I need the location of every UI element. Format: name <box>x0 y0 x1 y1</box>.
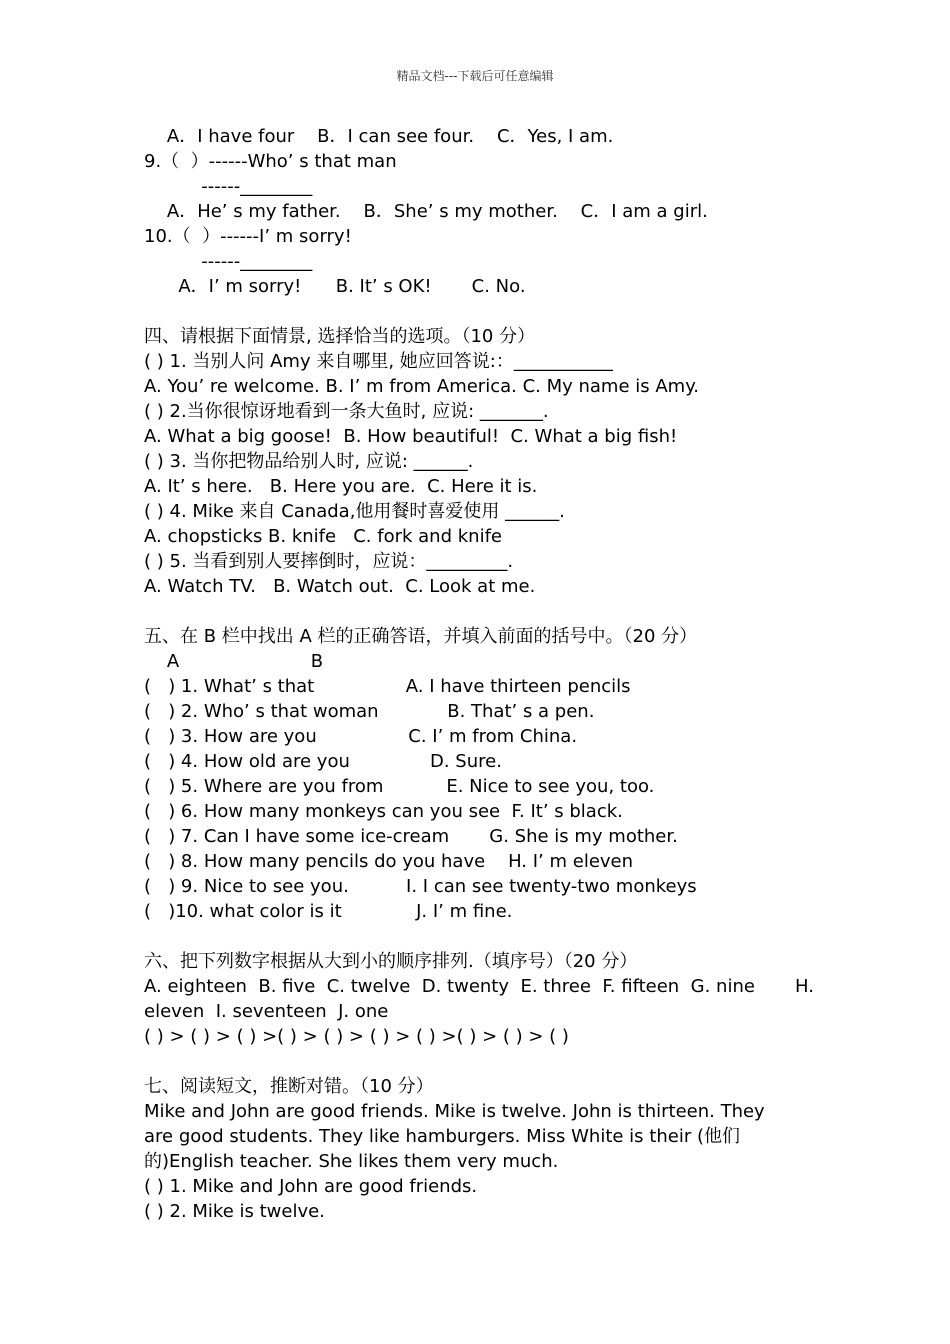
q9-blank: ------________ <box>144 176 313 197</box>
section-7-heading: 七、阅读短文，推断对错。（10 分） <box>144 1076 434 1097</box>
s4-q3: ( ) 3. 当你把物品给别人时, 应说: ______. <box>144 451 474 472</box>
s4-q5: ( ) 5. 当看到别人要摔倒时，应说：_________. <box>144 551 514 572</box>
s4-q3-options: A. It’ s here. B. Here you are. C. Here it is. <box>144 476 538 497</box>
s4-q1: ( ) 1. 当别人问 Amy 来自哪里, 她应回答说:：___________ <box>144 351 613 372</box>
s5-column-headers: A B <box>144 651 324 672</box>
s5-row-7: ( ) 7. Can I have some ice-cream G. She is my mother. <box>144 826 678 847</box>
section-5-heading: 五、在 B 栏中找出 A 栏的正确答语，并填入前面的括号中。（20 分） <box>144 626 698 647</box>
s5-row-9: ( ) 9. Nice to see you. I. I can see twenty-two monkeys <box>144 876 697 897</box>
q9-prompt: 9.（ ）------Who’ s that man <box>144 151 397 172</box>
s7-q1: ( ) 1. Mike and John are good friends. <box>144 1176 478 1197</box>
s4-q5-options: A. Watch TV. B. Watch out. C. Look at me. <box>144 576 536 597</box>
s7-passage-line-1: Mike and John are good friends. Mike is twelve. John is thirteen. They <box>144 1101 765 1122</box>
spacer <box>144 599 804 624</box>
section-4-heading: 四、请根据下面情景, 选择恰当的选项。（10 分） <box>144 326 536 347</box>
section-6-heading: 六、把下列数字根据从大到小的顺序排列.（填序号）（20 分） <box>144 951 638 972</box>
s5-row-6: ( ) 6. How many monkeys can you see F. It’ s black. <box>144 801 623 822</box>
s7-passage-line-3: 的)English teacher. She likes them very much. <box>144 1151 559 1172</box>
spacer <box>144 1049 804 1074</box>
s4-q4-options: A. chopsticks B. knife C. fork and knife <box>144 526 502 547</box>
s4-q1-options: A. You’ re welcome. B. I’ m from America. C. My name is Amy. <box>144 376 700 397</box>
s5-row-3: ( ) 3. How are you C. I’ m from China. <box>144 726 578 747</box>
q10-blank: ------________ <box>144 251 313 272</box>
q8-options: A．I have four B．I can see four. C．Yes, I am. <box>144 126 614 147</box>
s4-q4: ( ) 4. Mike 来自 Canada,他用餐时喜爱使用 ______. <box>144 501 565 522</box>
s5-row-8: ( ) 8. How many pencils do you have H. I’ m eleven <box>144 851 634 872</box>
s5-row-4: ( ) 4. How old are you D. Sure. <box>144 751 502 772</box>
q10-options: A．I’ m sorry! B. It’ s OK! C. No. <box>144 276 526 297</box>
s5-row-5: ( ) 5. Where are you from E. Nice to see you, too. <box>144 776 655 797</box>
s5-row-1: ( ) 1. What’ s that A. I have thirteen pencils <box>144 676 631 697</box>
s6-numbers-line-2: eleven I. seventeen J. one <box>144 1001 389 1022</box>
q9-options: A．He’ s my father. B．She’ s my mother. C．I am a girl. <box>144 201 708 222</box>
q10-prompt: 10.（ ）------I’ m sorry! <box>144 226 352 247</box>
s4-q2: ( ) 2.当你很惊讶地看到一条大鱼时, 应说: _______. <box>144 401 549 422</box>
s6-answer-blanks: ( ) > ( ) > ( ) >( ) > ( ) > ( ) > ( ) >( ) > ( ) > ( ) <box>144 1026 569 1047</box>
s4-q2-options: A. What a big goose! B. How beautiful! C. What a big fish! <box>144 426 678 447</box>
s5-row-10: ( )10. what color is it J. I’ m fine. <box>144 901 513 922</box>
s7-passage-line-2: are good students. They like hamburgers. Miss White is their (他们 <box>144 1126 740 1147</box>
document-body <box>144 124 814 1224</box>
spacer <box>144 924 804 949</box>
s7-q2: ( ) 2. Mike is twelve. <box>144 1201 325 1222</box>
s6-numbers-line-1: A. eighteen B. five C. twelve D. twenty E. three F. fifteen G. nine H. <box>144 976 814 997</box>
s5-row-2: ( ) 2. Who’ s that woman B. That’ s a pen. <box>144 701 595 722</box>
spacer <box>144 299 804 324</box>
page-header: 精品文档---下载后可任意编辑 <box>396 69 554 83</box>
